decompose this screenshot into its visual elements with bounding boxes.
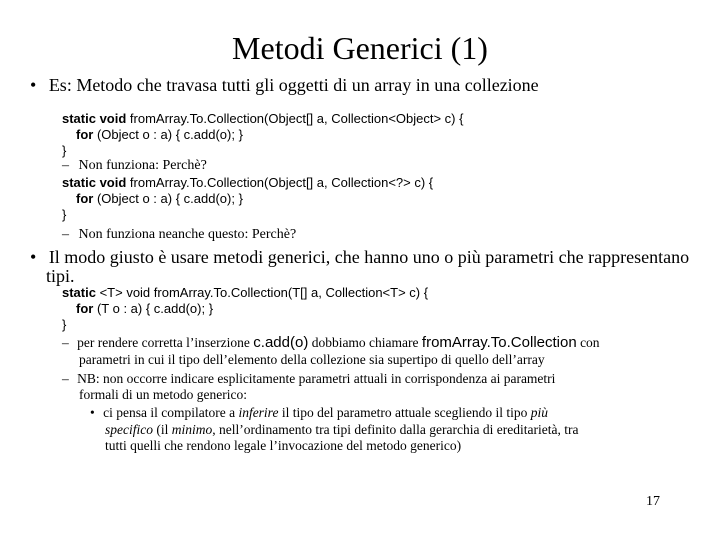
code-3-line-3: } <box>62 317 67 332</box>
sub-3-text: , nell’ordinamento tra tipi definito dalla gerarchia di ereditarietà, tra <box>212 422 579 437</box>
sub-3-line-1 <box>90 404 548 421</box>
sub-3-line-3: tutti quelli che rendono legale l’invocazione del metodo generico) <box>105 438 462 453</box>
sub-3-emphasis: più <box>530 405 549 420</box>
bullet-dot: • <box>30 75 37 95</box>
sub-2-line-2: formali di un metodo generico: <box>79 387 247 402</box>
sub-3-text: ci pensa il compilatore a <box>103 405 239 420</box>
code-text: <T> void fromArray.To.Collection(T[] a, Collection<T> c) { <box>95 285 429 300</box>
inline-code-add: c.add(o) <box>253 334 309 351</box>
sub-1-text: con <box>576 335 600 350</box>
code-2-line-3: } <box>62 207 67 222</box>
code-keyword: static void <box>62 111 127 126</box>
code-3-line-2 <box>76 301 213 317</box>
note-2-text: Non funziona neanche questo: Perchè? <box>78 227 297 242</box>
note-1 <box>62 157 207 174</box>
page-title: Metodi Generici (1) <box>232 30 488 66</box>
code-keyword: static void <box>62 175 127 190</box>
bullet-dot: • <box>30 247 37 267</box>
sub-3-emphasis: minimo <box>171 422 213 437</box>
bullet-2-text: Il modo giusto è usare metodi generici, che hanno uno o più parametri che rappresentano <box>48 247 690 267</box>
code-keyword: for <box>76 127 94 142</box>
dash-mark: – <box>62 158 69 173</box>
sub-1-line-1 <box>62 334 600 351</box>
sub-2-line-1 <box>62 370 555 387</box>
code-text: (Object o : a) { c.add(o); } <box>93 127 243 142</box>
page-number: 17 <box>646 494 660 509</box>
sub-3-emphasis: specifico <box>105 422 153 437</box>
bullet-1-text: Es: Metodo che travasa tutti gli oggetti di un array in una collezione <box>48 75 539 95</box>
code-1-line-2 <box>76 127 243 143</box>
bullet-2 <box>30 246 689 268</box>
sub-1-text: dobbiamo chiamare <box>308 335 422 350</box>
sub-2-text: NB: non occorre indicare esplicitamente parametri attuali in corrispondenza ai parametri <box>77 371 556 386</box>
note-1-text: Non funziona: Perchè? <box>78 158 207 173</box>
sub-3-line-2 <box>105 421 578 438</box>
dash-mark: – <box>62 371 69 386</box>
sub-3-text: (il <box>152 422 172 437</box>
bullet-1 <box>30 74 539 96</box>
dash-mark: – <box>62 335 69 350</box>
code-3-line-1 <box>62 285 428 301</box>
code-text: fromArray.To.Collection(Object[] a, Collection<Object> c) { <box>126 111 464 126</box>
code-text: fromArray.To.Collection(Object[] a, Collection<?> c) { <box>126 175 434 190</box>
code-1-line-3: } <box>62 143 67 158</box>
code-2-line-2 <box>76 191 243 207</box>
bullet-dot: • <box>90 405 95 420</box>
code-keyword: for <box>76 301 94 316</box>
code-1-line-1 <box>62 111 463 127</box>
sub-3-emphasis: inferire <box>238 405 279 420</box>
code-keyword: for <box>76 191 94 206</box>
dash-mark: – <box>62 227 69 242</box>
sub-3-text: il tipo del parametro attuale scegliendo il tipo <box>278 405 531 420</box>
sub-1-text: per rendere corretta l’inserzione <box>77 335 254 350</box>
code-text: (T o : a) { c.add(o); } <box>93 301 214 316</box>
code-keyword: static <box>62 285 96 300</box>
inline-code-method: fromArray.To.Collection <box>421 334 577 351</box>
code-text: (Object o : a) { c.add(o); } <box>93 191 243 206</box>
code-2-line-1 <box>62 175 433 191</box>
sub-1-line-2: parametri in cui il tipo dell’elemento della collezione sia supertipo di quello dell’array <box>79 352 545 367</box>
bullet-2-text-cont: tipi. <box>46 266 75 286</box>
note-2 <box>62 226 296 243</box>
